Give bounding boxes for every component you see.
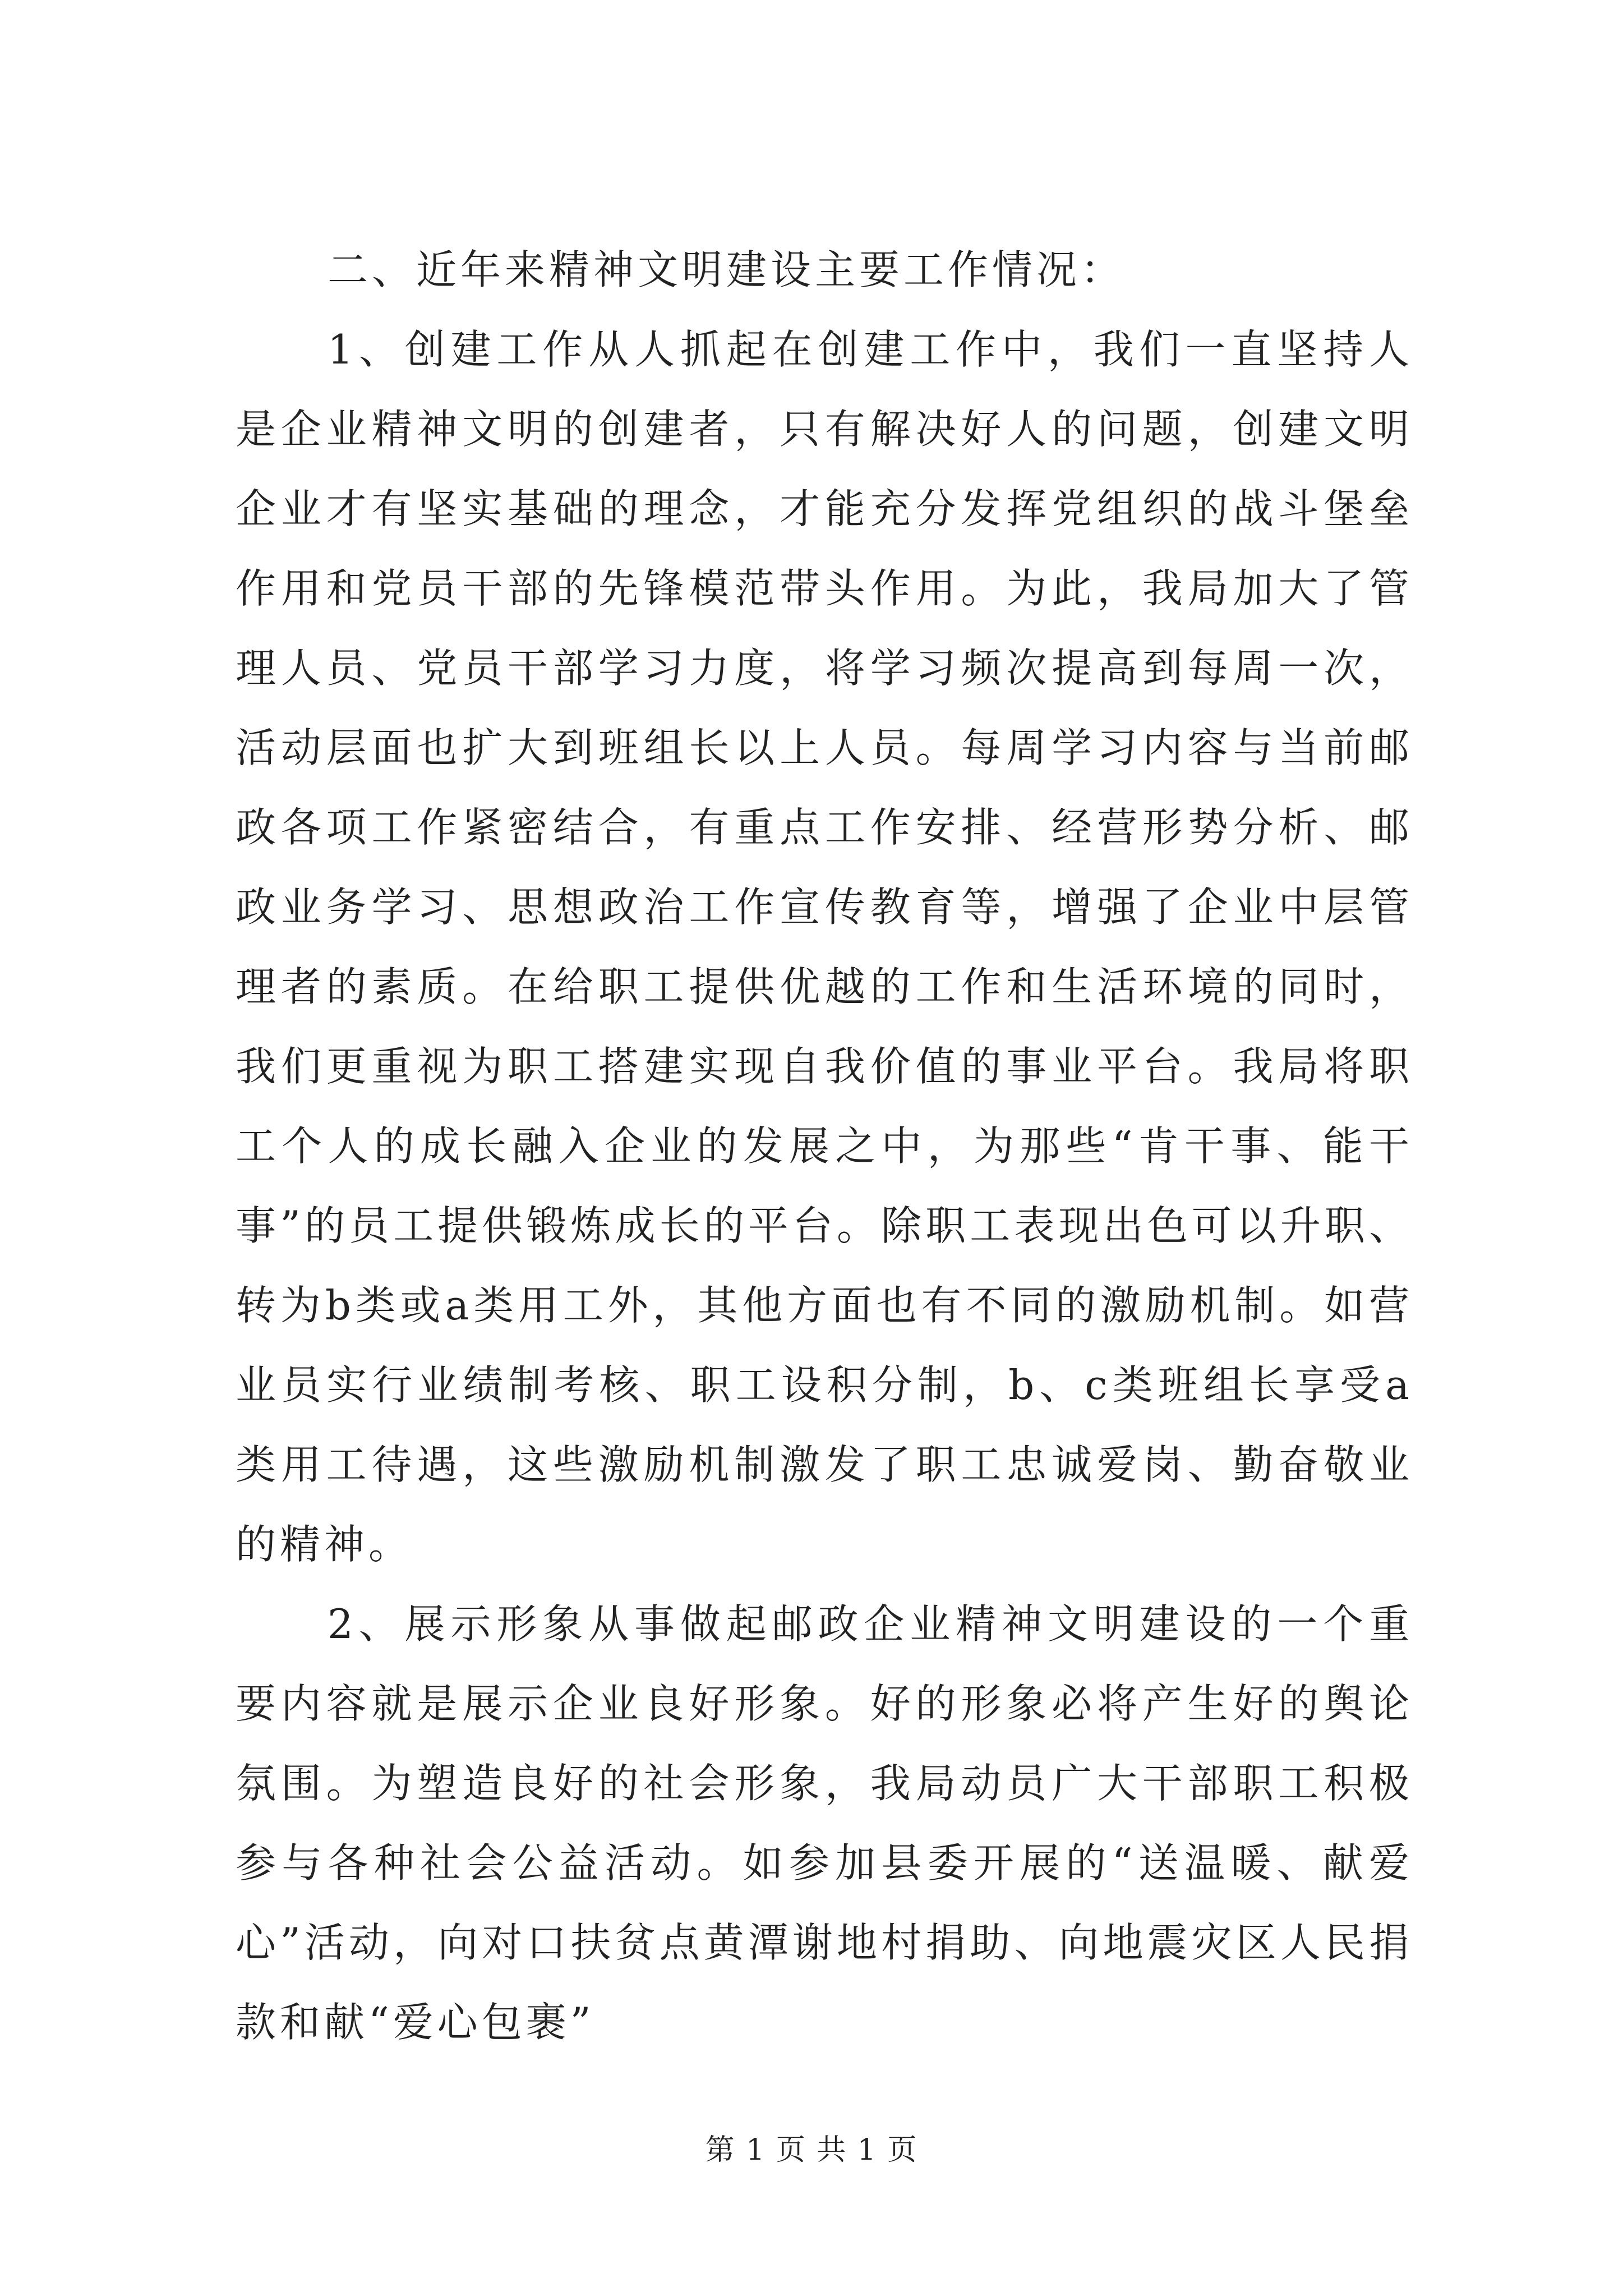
paragraph-2: 2、展示形象从事做起邮政企业精神文明建设的一个重要内容就是展示企业良好形象。好的形象必将产生好的舆论氛围。为塑造良好的社会形象，我局动员广大干部职工积极参与各种社会公益活动。如参加县委开展的“送温暖、献爱心”活动，向对口扶贫点黄潭谢地村捐助、向地震灾区人民捐款和献“爱心包裹” bbox=[236, 1600, 1413, 2046]
section-heading: 二、近年来精神文明建设主要工作情况： bbox=[328, 246, 1126, 293]
page-footer: 第 1 页 共 1 页 bbox=[705, 2133, 918, 2167]
document-body bbox=[236, 230, 1413, 2062]
paragraph-1: 1、创建工作从人抓起在创建工作中，我们一直坚持人是企业精神文明的创建者，只有解决好人的问题，创建文明企业才有坚实基础的理念，才能充分发挥党组织的战斗堡垒作用和党员干部的先锋模范带头作用。为此，我局加大了管理人员、党员干部学习力度，将学习频次提高到每周一次，活动层面也扩大到班组长以上人员。每周学习内容与当前邮政各项工作紧密结合，有重点工作安排、经营形势分析、邮政业务学习、思想政治工作宣传教育等，增强了企业中层管理者的素质。在给职工提供优越的工作和生活环境的同时，我们更重视为职工搭建实现自我价值的事业平台。我局将职工个人的成长融入企业的发展之中，为那些“肯干事、能干事”的员工提供锻炼成长的平台。除职工表现出色可以升职、转为b类或a类用工外，其他方面也有不同的激励机制。如营业员实行业绩制考核、职工设积分制，b、c类班组长享受a类用工待遇，这些激励机制激发了职工忠诚爱岗、勤奋敬业的精神。 bbox=[236, 326, 1413, 1568]
